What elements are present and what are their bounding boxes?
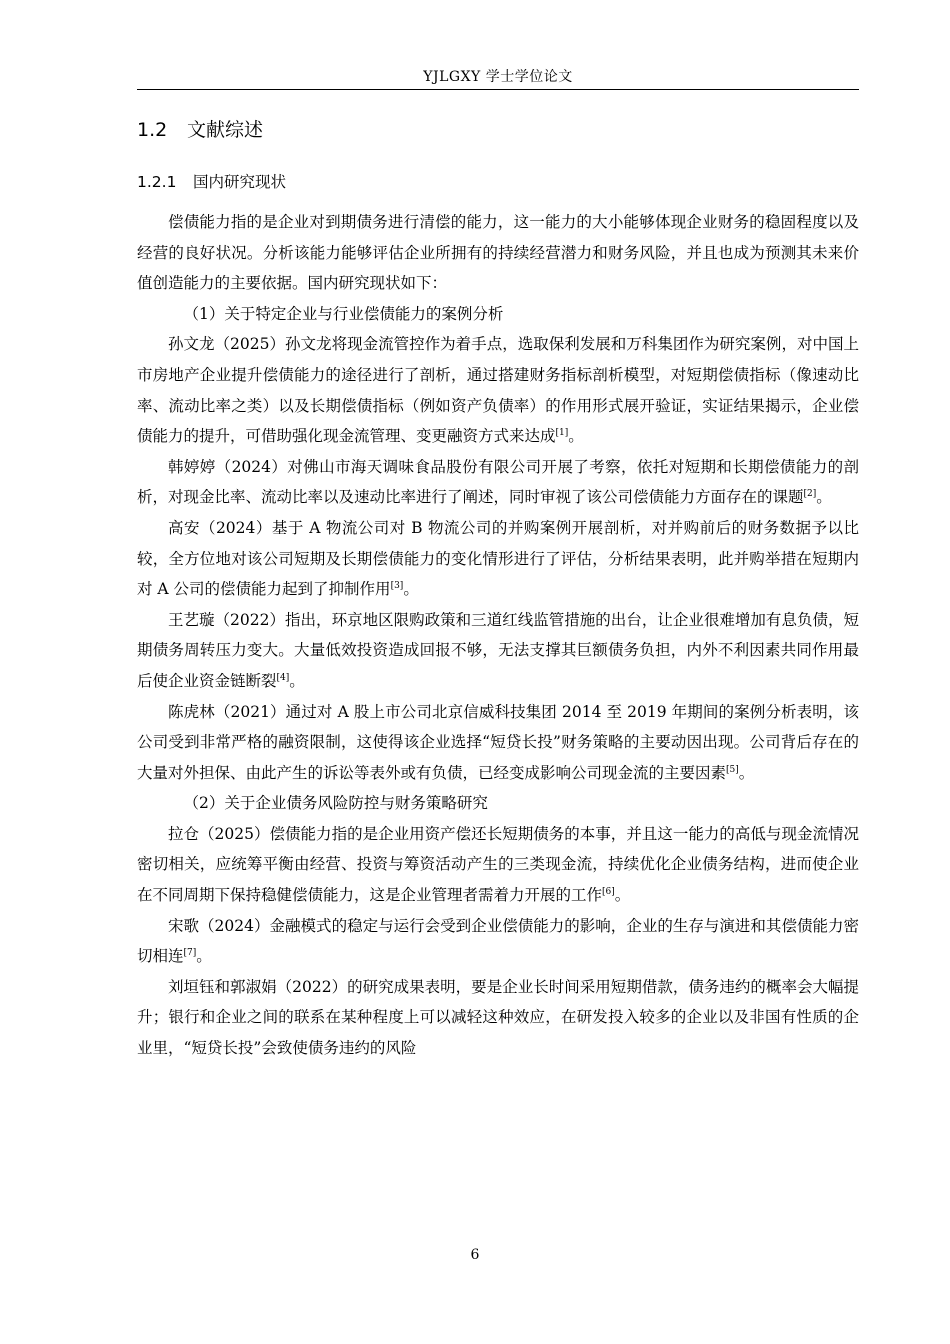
subsection-number: 1.2.1: [137, 173, 177, 191]
section-title: 文献综述: [187, 119, 264, 141]
citation-ref[interactable]: [7]: [183, 948, 197, 959]
paragraph: 韩婷婷（2024）对佛山市海天调味食品股份有限公司开展了考察，依托对短期和长期偿债能力的剖析，对现金比率、流动比率以及速动比率进行了阐述，同时审视了该公司偿债能力方面存在的课题[2]。: [137, 457, 859, 507]
paragraph: 王艺璇（2022）指出，环京地区限购政策和三道红线监管措施的出台，让企业很难增加有息负债，短期债务周转压力变大。大量低效投资造成回报不够，无法支撑其巨额债务负担，内外不利因素共同作用最后使企业资金链断裂[4]。: [137, 610, 859, 690]
page-number: 6: [470, 1247, 480, 1263]
paragraph: 孙文龙（2025）孙文龙将现金流管控作为着手点，选取保利发展和万科集团作为研究案例，对中国上市房地产企业提升偿债能力的途径进行了剖析，通过搭建财务指标剖析模型，对短期偿债指标（像速动比率、流动比率之类）以及长期偿债指标（例如资产负债率）的作用形式展开验证，实证结果揭示，企业偿债能力的提升，可借助强化现金流管理、变更融资方式来达成[1]。: [137, 335, 859, 446]
citation-ref[interactable]: [2]: [803, 489, 817, 500]
body-text: [137, 207, 859, 1064]
paragraph: 宋歌（2024）金融模式的稳定与运行会受到企业偿债能力的影响，企业的生存与演进和其偿债能力密切相连[7]。: [137, 916, 859, 966]
citation-ref[interactable]: [4]: [276, 672, 290, 683]
page-header: YJLGXY 学士学位论文: [423, 69, 573, 85]
subsection-title: 国内研究现状: [193, 173, 287, 191]
citation-ref[interactable]: [1]: [555, 428, 569, 438]
section-number: 1.2: [137, 119, 168, 141]
citation-ref[interactable]: [6]: [602, 886, 615, 897]
paragraph: 拉仓（2025）偿债能力指的是企业用资产偿还长短期债务的本事，并且这一能力的高低与现金流情况密切相关，应统筹平衡由经营、投资与筹资活动产生的三类现金流，持续优化企业债务结构，进而使企业在不同周期下保持稳健偿债能力，这是企业管理者需着力开展的工作[6]。: [137, 824, 859, 905]
citation-ref[interactable]: [3]: [390, 580, 404, 591]
paragraph: 陈虎林（2021）通过对 A 股上市公司北京信威科技集团 2014 至 2019 年期间的案例分析表明，该公司受到非常严格的融资限制，这使得该企业选择“短贷长投”财务策略的主要动因出现。公司背后存在的大量对外担保、由此产生的诉讼等表外或有负债，已经变成影响公司现金流的主要因素[5]。: [137, 702, 859, 782]
list-heading: （2）关于企业债务风险防控与财务策略研究: [183, 794, 488, 813]
paragraph: 偿债能力指的是企业对到期债务进行清偿的能力，这一能力的大小能够体现企业财务的稳固程度以及经营的良好状况。分析该能力能够评估企业所拥有的持续经营潜力和财务风险，并且也成为预测其未来价值创造能力的主要依据。国内研究现状如下：: [137, 213, 859, 293]
header-rule: [137, 89, 859, 90]
section-heading: [137, 116, 263, 144]
paragraph: 高安（2024）基于 A 物流公司对 B 物流公司的并购案例开展剖析，对并购前后的财务数据予以比较，全方位地对该公司短期及长期偿债能力的变化情形进行了评估，分析结果表明，此并购举措在短期内对 A 公司的偿债能力起到了抑制作用[3]。: [137, 518, 859, 599]
subsection-heading: [137, 170, 286, 194]
paragraph: 刘垣钰和郭淑娟（2022）的研究成果表明，要是企业长时间采用短期借款，债务违约的概率会大幅提升；银行和企业之间的联系在某种程度上可以减轻这种效应，在研发投入较多的企业以及非国有性质的企业里，“短贷长投”会致使债务违约的风险: [137, 977, 859, 1058]
citation-ref[interactable]: [5]: [726, 764, 739, 775]
list-heading: （1）关于特定企业与行业偿债能力的案例分析: [183, 304, 504, 323]
